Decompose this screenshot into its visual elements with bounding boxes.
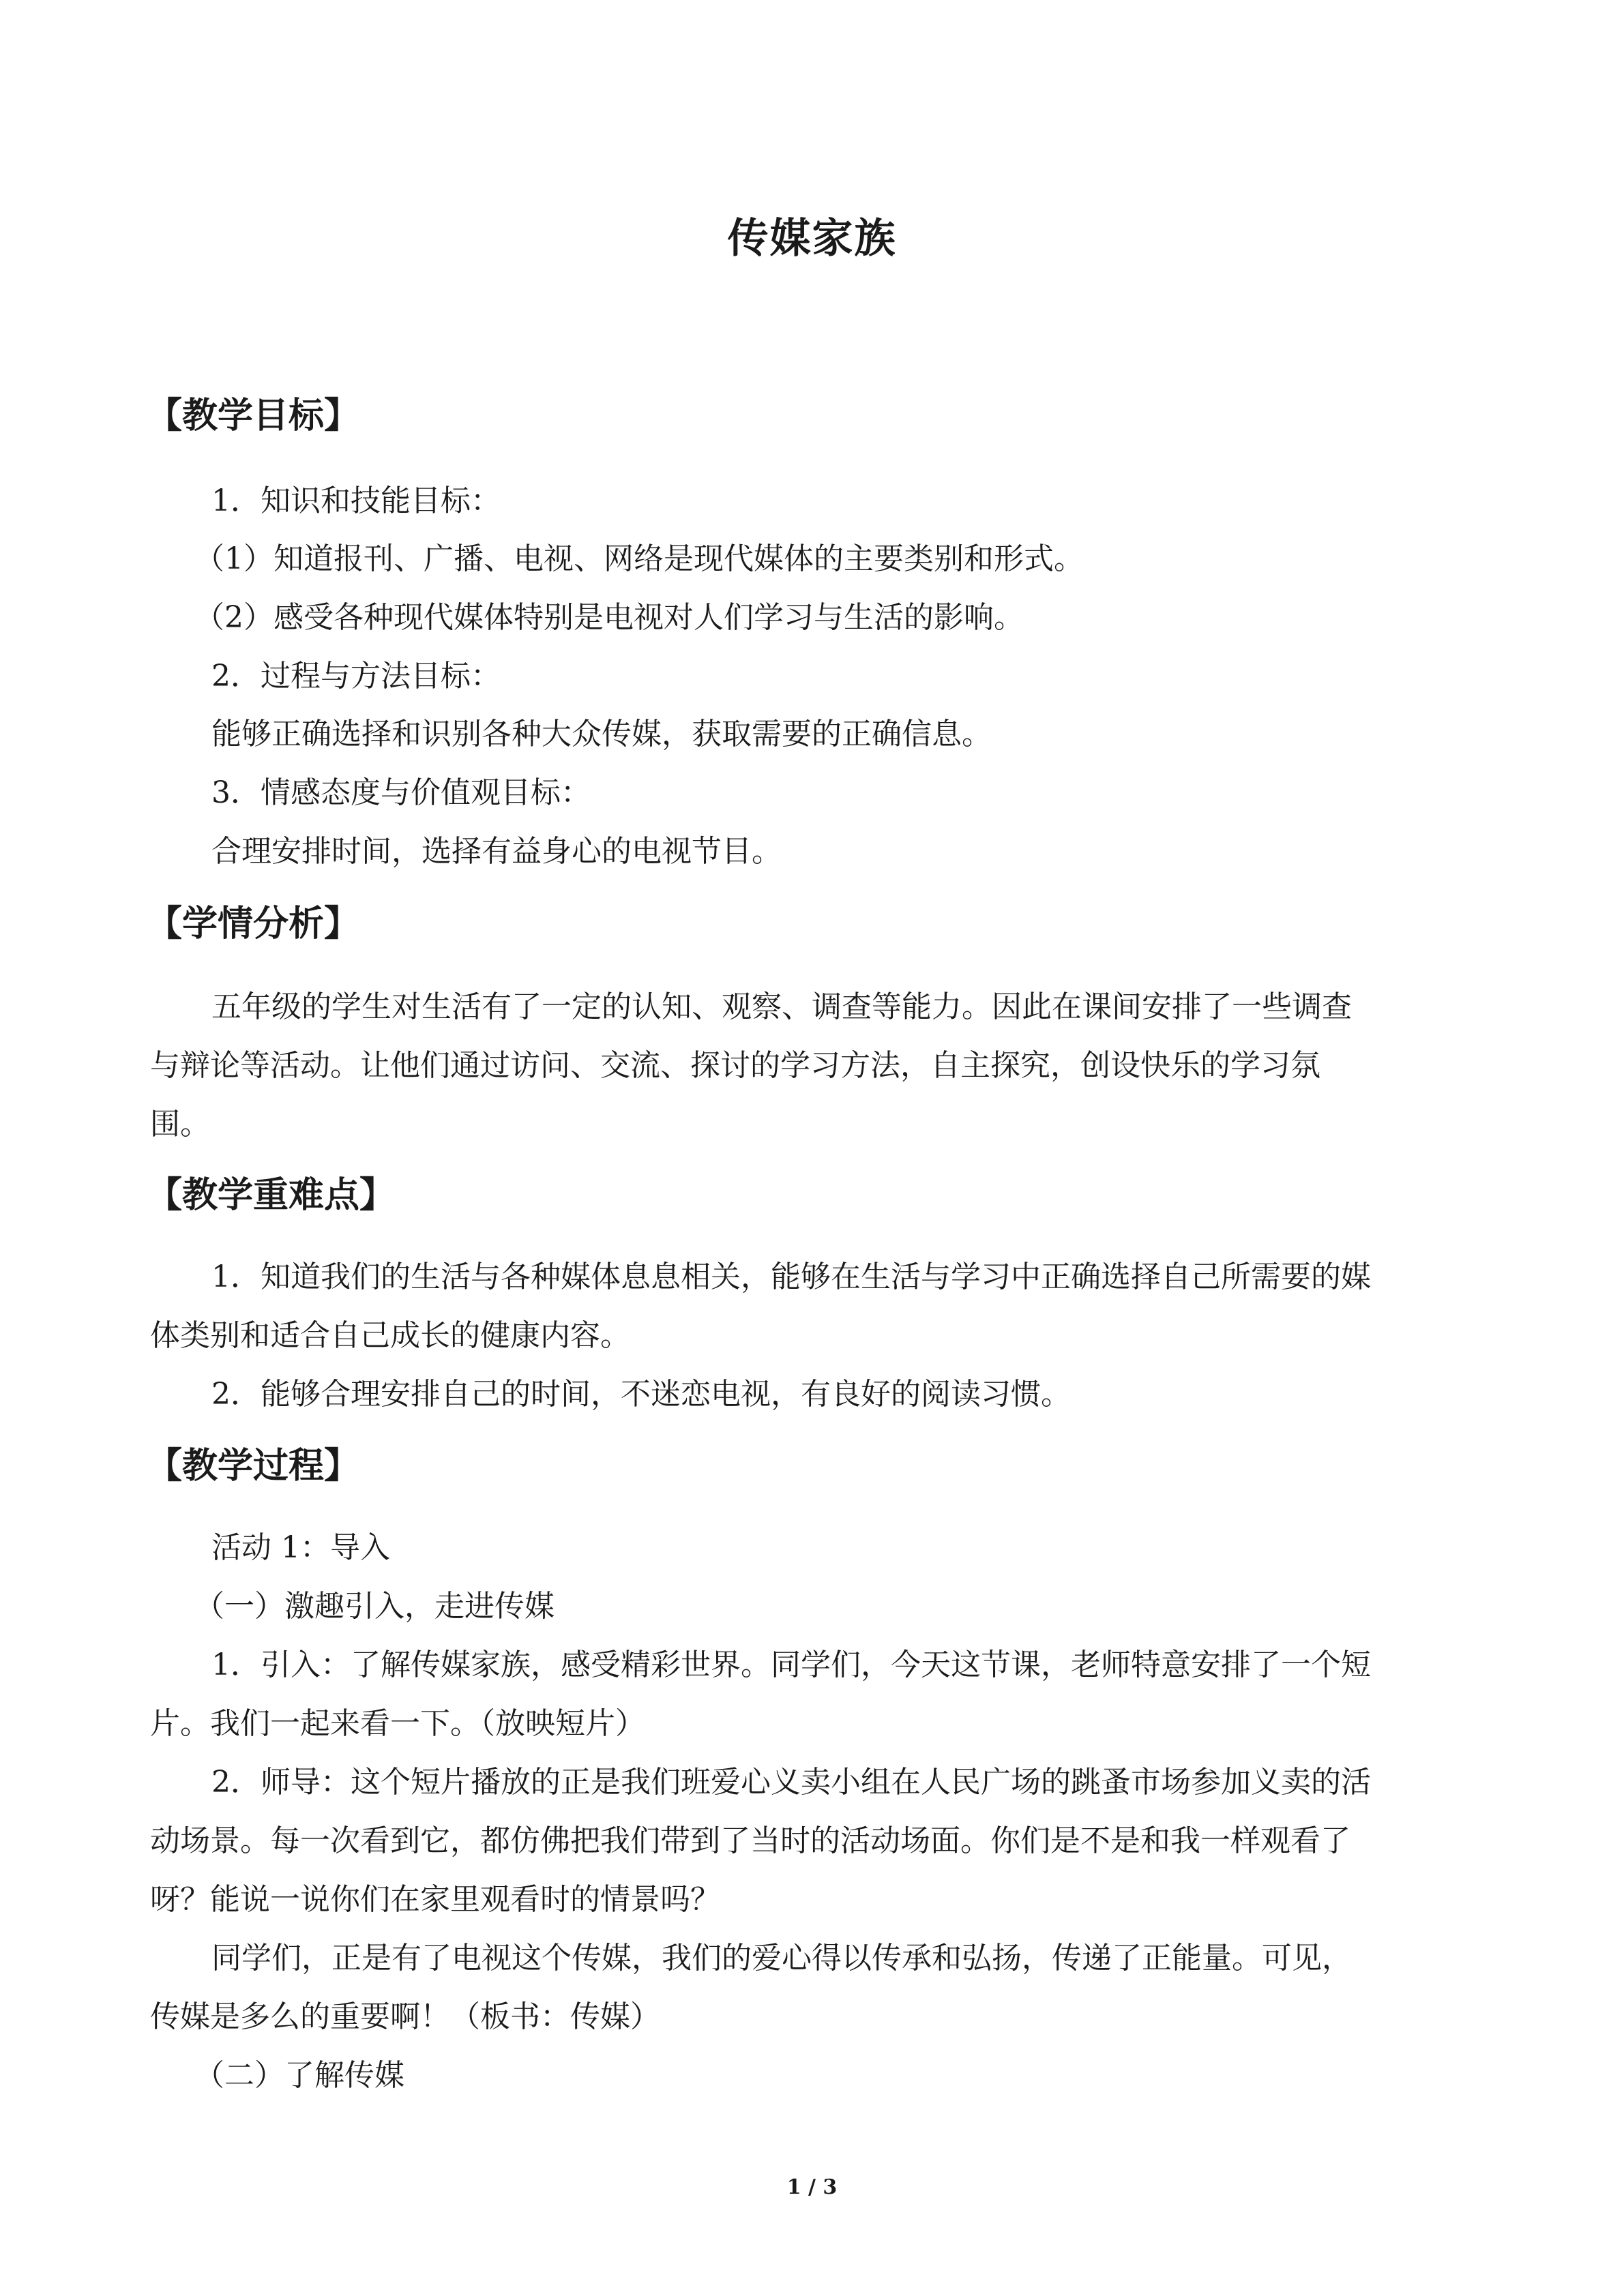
paragraph-line: 片。我们一起来看一下。（放映短片） xyxy=(150,1706,645,1741)
paragraph-line: 五年级的学生对生活有了一定的认知、观察、调查等能力。因此在课间安排了一些调查 xyxy=(211,989,1352,1024)
paragraph-line: 体类别和适合自己成长的健康内容。 xyxy=(150,1318,630,1353)
paragraph-line: （二）了解传媒 xyxy=(194,2058,404,2093)
paragraph-line: 2．师导：这个短片播放的正是我们班爱心义卖小组在人民广场的跳蚤市场参加义卖的活 xyxy=(211,1765,1371,1800)
document-title: 传媒家族 xyxy=(727,215,897,263)
paragraph-line: 1．知识和技能目标： xyxy=(211,483,501,518)
paragraph-line: 围。 xyxy=(150,1107,210,1142)
page-number: 1 / 3 xyxy=(786,2175,838,2199)
section-heading-analysis: 【学情分析】 xyxy=(147,904,360,944)
section-heading-process: 【教学过程】 xyxy=(147,1446,360,1487)
section-heading-goals: 【教学目标】 xyxy=(147,396,360,436)
paragraph-line: （一）激趣引入，走进传媒 xyxy=(194,1589,555,1624)
paragraph-line: 呀？能说一说你们在家里观看时的情景吗？ xyxy=(150,1882,720,1917)
paragraph-line: 能够正确选择和识别各种大众传媒，获取需要的正确信息。 xyxy=(211,717,992,751)
paragraph-line: 1．知道我们的生活与各种媒体息息相关，能够在生活与学习中正确选择自己所需要的媒 xyxy=(211,1259,1371,1294)
paragraph-line: （2）感受各种现代媒体特别是电视对人们学习与生活的影响。 xyxy=(194,600,1024,635)
paragraph-line: 3．情感态度与价值观目标： xyxy=(211,775,591,810)
paragraph-line: 动场景。每一次看到它，都仿佛把我们带到了当时的活动场面。你们是不是和我一样观看了 xyxy=(150,1823,1350,1858)
paragraph-line: 与辩论等活动。让他们通过访问、交流、探讨的学习方法，自主探究，创设快乐的学习氛 xyxy=(150,1048,1320,1083)
section-heading-keypoints: 【教学重难点】 xyxy=(147,1175,396,1216)
paragraph-line: 2．能够合理安排自己的时间，不迷恋电视，有良好的阅读习惯。 xyxy=(211,1377,1071,1412)
paragraph-line: 2．过程与方法目标： xyxy=(211,659,501,694)
paragraph-line: （1）知道报刊、广播、电视、网络是现代媒体的主要类别和形式。 xyxy=(194,541,1084,576)
paragraph-line: 1．引入：了解传媒家族，感受精彩世界。同学们，今天这节课，老师特意安排了一个短 xyxy=(211,1648,1371,1682)
paragraph-line: 活动 1：导入 xyxy=(211,1530,390,1565)
paragraph-line: 合理安排时间，选择有益身心的电视节目。 xyxy=(211,834,782,869)
paragraph-line: 同学们，正是有了电视这个传媒，我们的爱心得以传承和弘扬，传递了正能量。可见， xyxy=(211,1941,1352,1976)
paragraph-line: 传媒是多么的重要啊！（板书：传媒） xyxy=(150,1999,660,2034)
